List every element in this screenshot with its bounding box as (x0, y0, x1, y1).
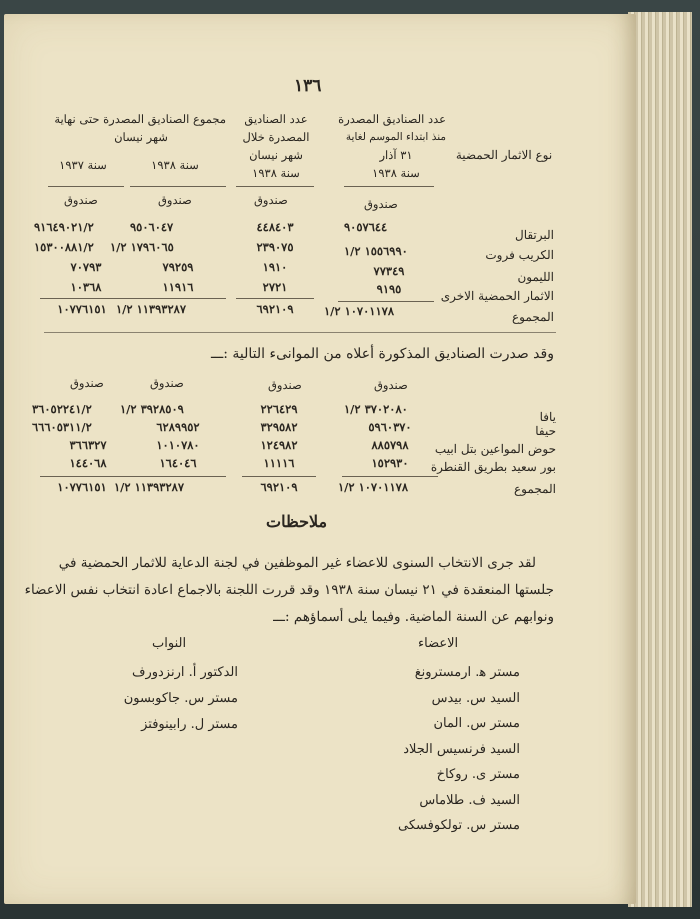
header-year-1938: سنة ١٩٣٨ (151, 158, 199, 172)
list-item: السيد س. بيدس (431, 690, 520, 706)
unit-label: صندوق (268, 378, 302, 392)
list-item: مستر س. جاكوبسون (123, 691, 238, 706)
unit-label: صندوق (364, 197, 398, 211)
header-underline (130, 186, 226, 187)
deputies-title: النواب (152, 636, 187, 651)
list-item: السيد ف. طلاماس (419, 792, 520, 808)
header-year-1937: سنة ١٩٣٧ (59, 158, 107, 172)
total-rule (122, 476, 226, 477)
unit-label: صندوق (254, 193, 288, 207)
ports-intro: وقد صدرت الصناديق المذكورة أعلاه من الموانىء التالية :ـــ (210, 346, 554, 362)
list-item: الدكتور أ. ارنزدورف (131, 665, 238, 680)
members-title: الاعضاء (418, 636, 459, 651)
header-april-1938: عدد الصناديق المصدرة خلال شهر نيسان سنة ١٩٣٨ (242, 112, 310, 180)
header-season-total: عدد الصناديق المصدرة منذ ابتداء الموسم لغاية ٣١ آذار سنة ١٩٣٨ (338, 112, 446, 180)
unit-label: صندوق (64, 193, 98, 207)
page-number: ١٣٦ (294, 76, 322, 96)
header-underline (344, 186, 434, 187)
section-divider (44, 332, 556, 333)
members-list (384, 660, 520, 839)
list-item: مستر س. المان (433, 716, 520, 731)
total-rule (338, 301, 434, 302)
total-rule (342, 476, 438, 477)
header-crop-type: نوع الاثمار الحمضية (455, 148, 553, 162)
total-rule (122, 298, 226, 299)
total-rule (40, 476, 124, 477)
document-page: ١٣٦ عدد الصناديق المصدرة منذ ابتداء الموسم لغاية ٣١ آذار سنة ١٩٣٨ عدد الصناديق المصدرة خلال شهر نيسان سنة ١٩٣٨ مجموع الصناديق المصدرة حتى نهاية شهر نيسان سنة ١٩٣٨ سنة ١٩٣٧ نوع الاثمار الحمضية صندوق صندوق صندوق صندوق البرتقال ٩٠٥٧٦٤٤ ٤٤٨٤٠٣ ٩٥٠٦٠٤٧ ٩١٦٤٩٠٢١/٢ الكريب فروت ١٥٥٦٩٩٠ ١/٢ ٢٣٩٠٧٥ ١٧٩٦٠٦٥ ١/٢ ١٥٣٠٠٨٨١/٢ الليمون ٧٧٣٤٩ ١٩١٠ ٧٩٢٥٩ ٧٠٧٩٣ الاثمار الحمضية الاخرى ٩١٩٥ ٢٧٢١ ١١٩١٦ ١٠٣٦٨ المجموع ١٠٧٠١١٧٨ ١/٢ ٦٩٢١٠٩ ١١٣٩٣٢٨٧ ١/٢ ١٠٧٧٦١٥١ وقد صدرت الصناديق المذكورة أعلاه من الموانىء التالية :ـــ صندوق صندوق صندوق صندوق يافا ٣٧٠٢٠٨٠ ١/٢ ٢٢٦٤٢٩ ٣٩٢٨٥٠٩ ١/٢ ٣٦٠٥٢٢٤١/٢ حيفا ٥٩٦٠٣٧٠ ٣٢٩٥٨٢ ٦٢٨٩٩٥٢ ٦٦٦٠٥٣١١/٢ حوض المواعين بتل ابيب ٨٨٥٧٩٨ ١٢٤٩٨٢ ١٠١٠٧٨٠ ٣٦٦٣٢٧ بور سعيد بطريق القنطرة ١٥٢٩٣٠ ١١١١٦ ١٦٤٠٤٦ ١٤٤٠٦٨ المجموع ١٠٧٠١١٧٨ ١/٢ ٦٩٢١٠٩ ١١٣٩٣٢٨٧ ١/٢ ١٠٧٧٦١٥١ ملاحظات لقد جرى الانتخاب السنوى للاعضاء غير الموظفين في لجنة الدعاية للاثمار الحمضية في جلستها المنعقدة في ٢١ نيسان سنة ١٩٣٨ وقد قررت اللجنة بالاجماع اعادة انتخاب نفس الاعضاء ونوابهم عن السنة الماضية. وفيما يلى أسماؤهم :ـــ الاعضاء النواب مستر ﻫ. ارمسترونغ السيد س. بيدس مستر س. المان السيد فرنسيس الجلاد مستر ى. روكاخ السيد ف. طلاماس مستر س. تولكوفسكى الدكتور أ. ارنزدورف مستر س. جاكوبسون مستر ل. رابينوفتز (4, 14, 636, 904)
notes-body: لقد جرى الانتخاب السنوى للاعضاء غير الموظفين في لجنة الدعاية للاثمار الحمضية في جلستها المنعقدة في ٢١ نيسان سنة ١٩٣٨ وقد قررت اللجنة بالاجماع اعادة انتخاب نفس الاعضاء ونوابهم عن السنة الماضية. وفيما يلى أسماؤهم :ـــ (24, 555, 554, 625)
notes-title: ملاحظات (266, 512, 328, 531)
book-page-edges (628, 12, 692, 907)
header-underline (236, 186, 314, 187)
total-rule (40, 298, 124, 299)
total-rule (242, 476, 316, 477)
list-item: مستر ى. روكاخ (436, 767, 520, 782)
unit-label: صندوق (374, 378, 408, 392)
list-item: مستر ﻫ. ارمسترونغ (414, 665, 520, 680)
unit-label: صندوق (70, 376, 104, 390)
unit-label: صندوق (158, 193, 192, 207)
header-total-to-april: مجموع الصناديق المصدرة حتى نهاية شهر نيسان (54, 112, 226, 144)
unit-label: صندوق (150, 376, 184, 390)
header-underline (48, 186, 124, 187)
list-item: السيد فرنسيس الجلاد (403, 741, 520, 757)
list-item: مستر ل. رابينوفتز (141, 717, 238, 732)
list-item: مستر س. تولكوفسكى (398, 818, 520, 833)
deputies-list (96, 660, 238, 738)
total-rule (236, 298, 314, 299)
